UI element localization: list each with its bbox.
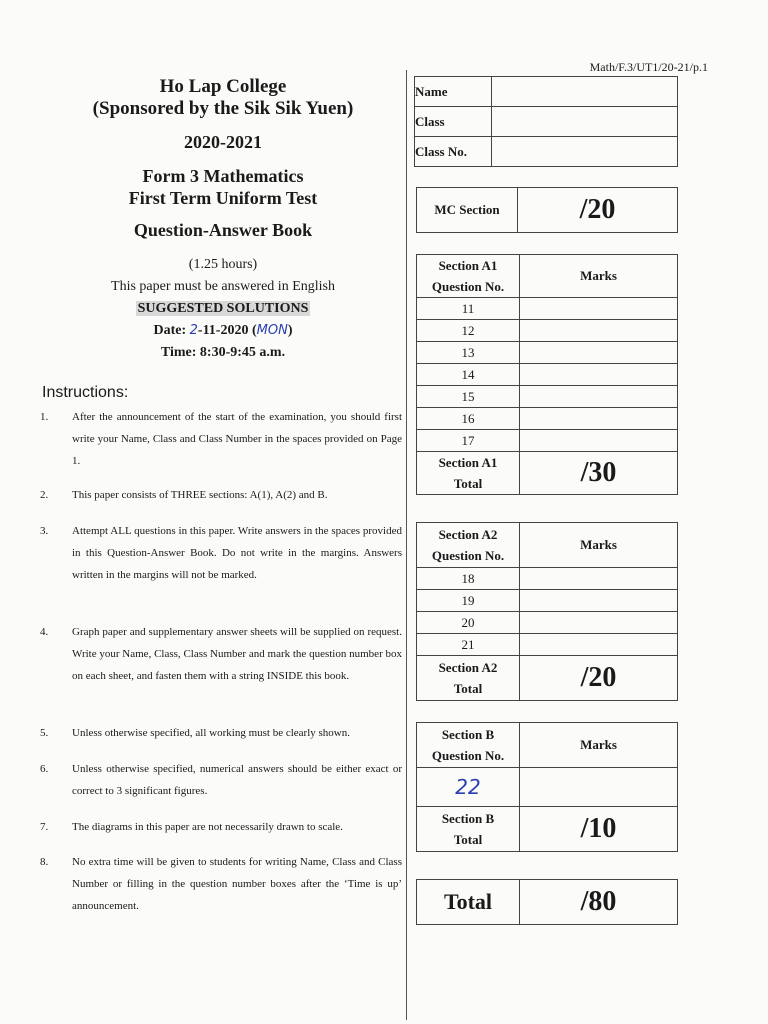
marks-cell[interactable] xyxy=(520,386,678,408)
marks-cell[interactable] xyxy=(520,590,678,612)
book-title: Question-Answer Book xyxy=(133,220,313,240)
section-a1-total-score: /30 xyxy=(520,452,678,495)
grand-total-label: Total xyxy=(417,880,520,925)
student-info-box xyxy=(414,76,678,167)
instruction-item: 8. No extra time will be given to students for writing Name, Class and Class Number or filling in the question number boxes after the ‘Time is up’ announcement. xyxy=(40,856,402,912)
question-number: 16 xyxy=(417,408,520,430)
marks-cell[interactable] xyxy=(520,408,678,430)
date-close: ) xyxy=(287,323,293,338)
exam-duration: (1.25 hours) xyxy=(188,257,258,272)
question-number: 12 xyxy=(417,320,520,342)
date-label: Date: xyxy=(153,323,187,338)
section-a2-table xyxy=(416,522,678,701)
section-a2-total-label: Section A2 Total xyxy=(417,656,520,701)
exam-test: First Term Uniform Test xyxy=(128,188,318,208)
section-a1-total-label: Section A1 Total xyxy=(417,452,520,495)
marks-cell[interactable] xyxy=(520,430,678,452)
date-handwritten-day: 2 xyxy=(189,323,198,338)
exam-time: Time: 8:30-9:45 a.m. xyxy=(160,345,286,360)
exam-meta xyxy=(42,254,404,364)
exam-title xyxy=(42,165,404,209)
exam-subject: Form 3 Mathematics xyxy=(142,166,304,186)
marks-cell[interactable] xyxy=(520,768,678,807)
mc-section-label: MC Section xyxy=(417,188,518,233)
instruction-item: 2. This paper consists of THREE sections: A(1), A(2) and B. xyxy=(40,489,328,501)
date-handwritten-weekday: MON xyxy=(256,323,288,338)
instruction-item: 6. Unless otherwise specified, numerical answers should be either exact or correct to 3 significant figures. xyxy=(40,763,402,797)
marks-header: Marks xyxy=(520,523,678,568)
section-b-table xyxy=(416,722,678,852)
exam-date xyxy=(42,320,404,342)
section-b-total-score: /10 xyxy=(520,807,678,852)
question-number: 21 xyxy=(417,634,520,656)
instruction-item: 1. After the announcement of the start of the examination, you should first write your Name, Class and Class Number in the spaces provided on Page 1. xyxy=(40,411,402,467)
class-label: Class xyxy=(415,107,492,137)
question-number: 13 xyxy=(417,342,520,364)
class-no-label: Class No. xyxy=(415,137,492,167)
instruction-item: 4. Graph paper and supplementary answer sheets will be supplied on request. Write your Name, Class, Class Number and mark the question number box on each sheet, and fasten them with a string INSIDE this book. xyxy=(40,626,402,682)
school-name: Ho Lap College xyxy=(159,76,287,97)
instruction-item: 5. Unless otherwise specified, all working must be clearly shown. xyxy=(40,727,350,739)
marks-cell[interactable] xyxy=(520,364,678,386)
question-number: 15 xyxy=(417,386,520,408)
school-sponsor: (Sponsored by the Sik Sik Yuen) xyxy=(92,98,354,119)
question-number-handwritten: 22 xyxy=(417,768,520,807)
instructions-heading: Instructions: xyxy=(42,384,129,401)
grand-total-score: /80 xyxy=(520,880,678,925)
column-divider xyxy=(406,70,407,1020)
mc-section-box xyxy=(416,187,678,233)
section-b-header: Section B Question No. xyxy=(417,723,520,768)
section-a1-header: Section A1 Question No. xyxy=(417,255,520,298)
section-b-total-label: Section B Total xyxy=(417,807,520,852)
question-number: 17 xyxy=(417,430,520,452)
class-no-field[interactable] xyxy=(492,137,678,167)
section-a2-header: Section A2 Question No. xyxy=(417,523,520,568)
mc-section-score: /20 xyxy=(518,188,678,233)
marks-cell[interactable] xyxy=(520,634,678,656)
question-number: 14 xyxy=(417,364,520,386)
suggested-solutions-label: SUGGESTED SOLUTIONS xyxy=(137,301,309,316)
section-a1-table xyxy=(416,254,678,495)
school-year: 2020-2021 xyxy=(184,132,262,152)
page-reference: Math/F.3/UT1/20-21/p.1 xyxy=(589,60,708,74)
question-number: 18 xyxy=(417,568,520,590)
marks-cell[interactable] xyxy=(520,568,678,590)
marks-cell[interactable] xyxy=(520,612,678,634)
name-label: Name xyxy=(415,77,492,107)
marks-header: Marks xyxy=(520,255,678,298)
section-a2-total-score: /20 xyxy=(520,656,678,701)
marks-cell[interactable] xyxy=(520,298,678,320)
marks-cell[interactable] xyxy=(520,320,678,342)
name-field[interactable] xyxy=(492,77,678,107)
marks-header: Marks xyxy=(520,723,678,768)
exam-language: This paper must be answered in English xyxy=(111,279,335,294)
class-field[interactable] xyxy=(492,107,678,137)
date-rest: -11-2020 ( xyxy=(197,323,257,338)
marks-cell[interactable] xyxy=(520,342,678,364)
instruction-item: 3. Attempt ALL questions in this paper. Write answers in the spaces provided in this Question-Answer Book. Do not write in the margins. Answers written in the margins will not be marked. xyxy=(40,525,402,581)
grand-total-box xyxy=(416,879,678,925)
instruction-item: 7. The diagrams in this paper are not necessarily drawn to scale. xyxy=(40,821,343,833)
question-number: 19 xyxy=(417,590,520,612)
question-number: 11 xyxy=(417,298,520,320)
school-header xyxy=(42,76,404,120)
question-number: 20 xyxy=(417,612,520,634)
